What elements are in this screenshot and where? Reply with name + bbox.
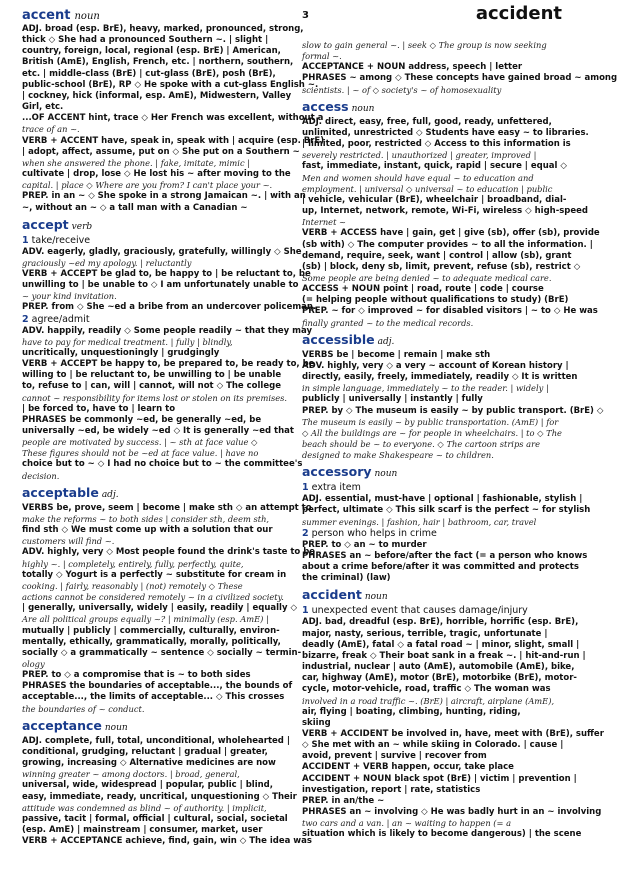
sense-label: take/receive — [28, 234, 91, 246]
collocation-line: willing to | be reluctant to, be unwilling to | be unable — [22, 370, 282, 381]
example-line: cooking. | fairly, reasonably | (not) remotely ◇ These — [22, 580, 243, 591]
collocation-line: major, nasty, serious, terrible, tragic, unfortunate | — [302, 628, 548, 639]
collocation-line: VERB + ACCESS have | gain, get | give (sb), offer (sb), provide — [302, 228, 600, 239]
headword-pos: adj. — [377, 336, 395, 347]
example-line: involved in a road traffic ~. (BrE) | aircraft, airplane (AmE), — [302, 695, 555, 706]
collocation-line: car, highway (AmE), motor (BrE), motorbike (BrE), motor- — [302, 673, 577, 684]
collocation-line: VERB + ACCEPTANCE achieve, find, gain, win ◇ The idea was — [22, 836, 312, 847]
collocation-line: PREP. ~ for ◇ improved ~ for disabled visitors | ~ to ◇ He was — [302, 306, 598, 317]
collocation-line: passive, tacit | formal, official | cultural, social, societal — [22, 813, 288, 824]
sense-heading — [22, 235, 290, 247]
collocation-line: uncritically, unquestioningly | grudgingly — [22, 347, 220, 358]
example-line: in simple language, immediately ~ to the reader. | widely | — [302, 383, 549, 394]
collocation-line: PREP. in an ~ ◇ She spoke in a strong Jamaican ~. | with an — [22, 191, 306, 202]
example-line: people are motivated by success. | ~ sth at face value ◇ — [22, 437, 258, 448]
collocation-line: ADJ. broad (esp. BrE), heavy, marked, pronounced, strong, — [22, 24, 304, 34]
collocation-line: deadly (AmE), fatal ◇ a fatal road ~ | minor, slight, small | — [302, 639, 580, 650]
entry-headword — [302, 587, 574, 605]
collocation-line: ADJ. direct, easy, free, full, good, ready, unfettered, — [302, 116, 552, 127]
collocation-line: PREP. from ◇ She ~ed a bribe from an undercover policeman. — [22, 302, 317, 313]
example-line: have to pay for medical treatment. | fully | blindly, — [22, 336, 233, 347]
headword-text: acceptance — [22, 717, 102, 733]
sense-number: 2 — [302, 527, 309, 539]
example-line: The museum is easily ~ by public transportation. (AmE) | for — [302, 416, 559, 427]
page-number: 3 — [302, 10, 309, 21]
collocation-line: ADV. happily, readily ◇ Some people readily ~ that they may — [22, 325, 313, 336]
header-right-guide-word: accident — [475, 3, 562, 24]
collocation-line: ACCIDENT + VERB happen, occur, take place — [302, 762, 514, 773]
entry-headword — [22, 217, 290, 235]
collocation-line: mentally, ethically, grammatically, morally, politically, — [22, 636, 281, 647]
collocation-line: Girl, etc. — [22, 102, 64, 113]
entry-headword — [302, 99, 574, 117]
collocation-line: | generally, universally, widely | easily, readily | equally ◇ — [22, 603, 297, 614]
sense-label: agree/admit — [28, 313, 90, 325]
collocation-line: choice but to ~ ◇ I had no choice but to ~ the committee's — [22, 459, 303, 470]
example-line: severely restricted. | unauthorized | greater, improved | — [302, 150, 537, 161]
collocation-line: PHRASES the boundaries of acceptable..., the bounds of — [22, 681, 293, 692]
collocation-line: growing, increasing ◇ Alternative medicines are now — [22, 758, 276, 769]
collocation-line: VERB + ACCEPT be happy to, be prepared to, be ready to, be — [22, 359, 315, 370]
example-line: ~ your kind invitation. — [22, 291, 117, 302]
right-column — [302, 40, 617, 841]
collocation-line: | vehicle, vehicular (BrE), wheelchair | broadband, dial- — [302, 194, 567, 205]
collocation-line: socially ◇ a grammatically ~ sentence ◇ socially ~ termin- — [22, 647, 302, 658]
example-line: highly ~. | completely, entirely, fully, perfectly, quite, — [22, 558, 244, 569]
entry-headword — [302, 464, 574, 482]
collocation-line: PREP. by ◇ The museum is easily ~ by public transport. (BrE) ◇ — [302, 405, 604, 416]
collocation-line: up, Internet, network, remote, Wi-Fi, wireless ◇ high-speed — [302, 206, 588, 217]
collocation-line: (sb with) ◇ The computer provides ~ to all the information. | — [302, 239, 593, 250]
collocation-line: demand, require, seek, want | control | allow (sb), grant — [302, 250, 572, 261]
collocation-line: ADV. highly, very ◇ a very ~ account of Korean history | — [302, 360, 569, 371]
collocation-line: country, foreign, local, regional (esp. BrE) | American, — [22, 46, 281, 57]
example-line: Are all political groups equally ~? | minimally (esp. AmE) | — [22, 614, 269, 625]
headword-text: accept — [22, 216, 69, 232]
collocation-line: unwilling to | be unable to ◇ I am unfortunately unable to — [22, 280, 299, 291]
collocation-line: find sth ◇ We must come up with a solution that our — [22, 525, 273, 536]
collocation-line: | be forced to, have to | learn to — [22, 403, 176, 414]
example-line: formal ~. — [302, 51, 342, 62]
example-line: ◇ All the buildings are ~ for people in wheelchairs. | to ◇ The — [302, 427, 562, 438]
example-line: customers will find ~. — [22, 536, 115, 547]
collocation-line: perfect, ultimate ◇ This silk scarf is the perfect ~ for stylish — [302, 505, 591, 516]
example-line: Some people are being denied ~ to adequate medical care. — [302, 272, 552, 283]
collocation-line: ADV. eagerly, gladly, graciously, gratefully, willingly ◇ She — [22, 246, 302, 257]
example-line: slow to gain general ~. | seek ◇ The group is now seeking — [302, 40, 547, 50]
header-left-pos: noun — [74, 11, 100, 22]
sense-number: 1 — [22, 234, 29, 246]
collocation-line: | limited, poor, restricted ◇ Access to this information is — [302, 139, 571, 150]
headword-pos: verb — [71, 221, 93, 232]
example-line: cannot ~ responsibility for items lost or stolen on its premises. — [22, 392, 288, 403]
collocation-line: public-school (BrE), RP ◇ He spoke with a cut-glass English ~. — [22, 79, 319, 90]
headword-text: accident — [302, 587, 362, 603]
sense-label: person who helps in crime — [308, 527, 437, 539]
collocation-line: (= helping people without qualifications to study) (BrE) — [302, 295, 569, 306]
example-line: decision. — [22, 470, 60, 481]
sense-label: unexpected event that causes damage/injury — [308, 605, 528, 617]
headword-text: accessible — [302, 331, 375, 347]
collocation-line: | cockney, hick (informal, esp. AmE), Midwestern, Valley — [22, 90, 292, 101]
example-line: trace of an ~. — [22, 124, 80, 135]
collocation-line: (esp. AmE) | mainstream | consumer, market, user — [22, 825, 263, 835]
entry-headword — [302, 332, 574, 350]
example-line: actions cannot be considered remotely ~ in a civilized society. — [22, 592, 284, 603]
collocation-line: ADJ. bad, dreadful (esp. BrE), horrible, horrific (esp. BrE), — [302, 617, 579, 628]
example-line: attitude was condemned as blind ~ of authority. | implicit, — [22, 802, 267, 813]
collocation-line: directly, easily, freely, immediately, readily ◇ It is written — [302, 372, 578, 383]
collocation-line: ADV. highly, very ◇ Most people found the drink's taste to be — [22, 547, 316, 558]
collocation-line: bizarre, freak ◇ Their boat sank in a freak ~. | hit-and-run | — [302, 650, 586, 661]
collocation-line: ADJ. essential, must-have | optional | fashionable, stylish | — [302, 494, 583, 505]
collocation-line: ~, without an ~ ◇ a tall man with a Canadian ~ — [22, 202, 248, 213]
collocation-line: VERB + ACCIDENT be involved in, have, meet with (BrE), suffer — [302, 728, 604, 739]
collocation-line: mutually | publicly | commercially, culturally, environ- — [22, 625, 280, 636]
headword-pos: noun — [364, 592, 388, 603]
collocation-line: ACCIDENT + NOUN black spot (BrE) | victim | prevention | — [302, 773, 577, 784]
collocation-line: to, refuse to | can, will | cannot, will not ◇ The college — [22, 381, 281, 392]
example-line: employment. | universal ◇ universal ~ to education | public — [302, 183, 553, 194]
collocation-line: avoid, prevent | survive | recover from — [302, 751, 487, 762]
collocation-line: air, flying | boating, climbing, hunting, riding, — [302, 706, 521, 717]
headword-pos: adj. — [101, 489, 119, 500]
sense-label: extra item — [308, 482, 361, 494]
collocation-line: about a crime before/after it was committed and protects — [302, 562, 579, 573]
example-line: winning greater ~ among doctors. | broad, general, — [22, 769, 240, 780]
collocation-line: British (AmE), English, French, etc. | northern, southern, — [22, 57, 294, 68]
collocation-line: VERBS be | become | remain | make sth — [302, 349, 491, 360]
sense-number: 1 — [302, 605, 309, 617]
collocation-line: industrial, nuclear | auto (AmE), automobile (AmE), bike, — [302, 662, 575, 673]
headword-text: accessory — [302, 464, 372, 480]
sense-heading — [302, 605, 574, 617]
collocation-line: cultivate | drop, lose ◇ He lost his ~ after moving to the — [22, 169, 291, 180]
sense-number: 2 — [22, 313, 29, 325]
collocation-line: PHRASES an ~ before/after the fact (= a person who knows — [302, 550, 588, 561]
collocation-line: VERB + ACCENT have, speak in, speak with | acquire (esp. BrE) — [22, 135, 325, 146]
collocation-line: universal, wide, widespread | popular, public | blind, — [22, 780, 273, 791]
collocation-line: PREP. in an/the ~ — [302, 795, 385, 806]
sense-heading — [22, 314, 290, 326]
entry-headword — [22, 718, 290, 736]
collocation-line: VERB + ACCEPT be glad to, be happy to | be reluctant to, be — [22, 268, 311, 279]
example-line: two cars and a van. | an ~ waiting to happen (= a — [302, 818, 512, 829]
collocation-line: acceptable..., the limits of acceptable... ◇ This crosses — [22, 692, 285, 703]
collocation-line: easy, immediate, ready, uncritical, unquestioning ◇ Their — [22, 791, 297, 802]
collocation-line: ACCEPTANCE + NOUN address, speech | letter — [302, 62, 523, 73]
example-line: the boundaries of ~ conduct. — [22, 703, 145, 714]
collocation-line: the criminal) (law) — [302, 573, 391, 584]
example-line: when she answered the phone. | fake, imitate, mimic | — [22, 157, 251, 168]
collocation-line: (sb) | block, deny sb, limit, prevent, refuse (sb), restrict ◇ — [302, 261, 581, 272]
headword-pos: noun — [374, 469, 398, 480]
collocation-line: conditional, grudging, reluctant | gradual | greater, — [22, 746, 268, 757]
example-line: beach should be ~ to everyone. ◇ The cartoon strips are — [302, 439, 540, 449]
example-line: Men and women should have equal ~ to education and — [302, 172, 534, 183]
collocation-line: ACCESS + NOUN point | road, route | code | course — [302, 284, 544, 295]
headword-pos: noun — [351, 103, 375, 114]
collocation-line: PHRASES ~ among ◇ These concepts have gained broad ~ among — [302, 73, 617, 84]
collocation-line: PHRASES an ~ involving ◇ He was badly hurt in an ~ involving — [302, 807, 602, 818]
collocation-line: ADJ. complete, full, total, unconditional, wholehearted | — [22, 735, 290, 746]
sense-heading — [302, 482, 574, 494]
example-line: ology — [22, 658, 45, 669]
collocation-line: ...OF ACCENT hint, trace ◇ Her French was excellent, without a — [22, 113, 324, 124]
example-line: summer evenings. | fashion, hair | bathroom, car, travel — [302, 516, 537, 527]
header-left-word: accent — [22, 8, 71, 23]
headword-text: acceptable — [22, 484, 99, 500]
example-line: designed to make Shakespeare ~ to children. — [302, 450, 494, 461]
example-line: make the reforms ~ to both sides | consider sth, deem sth, — [22, 513, 270, 524]
collocation-line: situation which is likely to become dangerous) | the scene — [302, 829, 582, 840]
example-line: These figures should not be ~ed at face value. | have no — [22, 448, 259, 459]
sense-heading — [302, 528, 574, 540]
collocation-line: totally ◇ Yogurt is a perfectly ~ substitute for cream in — [22, 569, 287, 580]
collocation-line: VERBS be, prove, seem | become | make sth ◇ an attempt to — [22, 502, 312, 513]
collocation-line: fast, immediate, instant, quick, rapid | secure | equal ◇ — [302, 161, 567, 172]
header-left-guide-word — [22, 8, 100, 23]
example-line: scientists. | ~ of ◇ society's ~ of homosexuality — [302, 84, 502, 95]
example-line: capital. | place ◇ Where are you from? I can't place your ~. — [22, 180, 273, 191]
collocation-line: universally ~ed, be widely ~ed ◇ It is generally ~ed that — [22, 426, 294, 436]
collocation-line: etc. | middle-class (BrE) | cut-glass (BrE), posh (BrE), — [22, 68, 276, 79]
headword-text: access — [302, 98, 349, 114]
collocation-line: ◇ She met with an ~ while skiing in Colorado. | cause | — [302, 740, 564, 751]
entry-headword — [22, 485, 290, 503]
example-line: finally granted ~ to the medical records. — [302, 317, 474, 328]
collocation-line: publicly | universally | instantly | fully — [302, 394, 483, 405]
headword-pos: noun — [104, 722, 128, 733]
collocation-line: | adopt, affect, assume, put on ◇ She put on a Southern ~ — [22, 146, 300, 157]
collocation-line: investigation, report | rate, statistics — [302, 784, 481, 795]
example-line: graciously ~ed my apology. | reluctantly — [22, 257, 192, 268]
collocation-line: PREP. to ◇ an ~ to murder — [302, 539, 427, 550]
collocation-line: skiing — [302, 717, 331, 728]
collocation-line: thick ◇ She had a pronounced Southern ~. | slight | — [22, 35, 269, 46]
collocation-line: unlimited, unrestricted ◇ Students have easy ~ to libraries. — [302, 127, 589, 138]
sense-number: 1 — [302, 482, 309, 494]
collocation-line: PREP. to ◇ a compromise that is ~ to both sides — [22, 670, 251, 681]
example-line: Internet ~ — [302, 217, 347, 228]
collocation-line: PHRASES be commonly ~ed, be generally ~ed, be — [22, 414, 262, 425]
collocation-line: cycle, motor-vehicle, road, traffic ◇ The woman was — [302, 684, 551, 695]
